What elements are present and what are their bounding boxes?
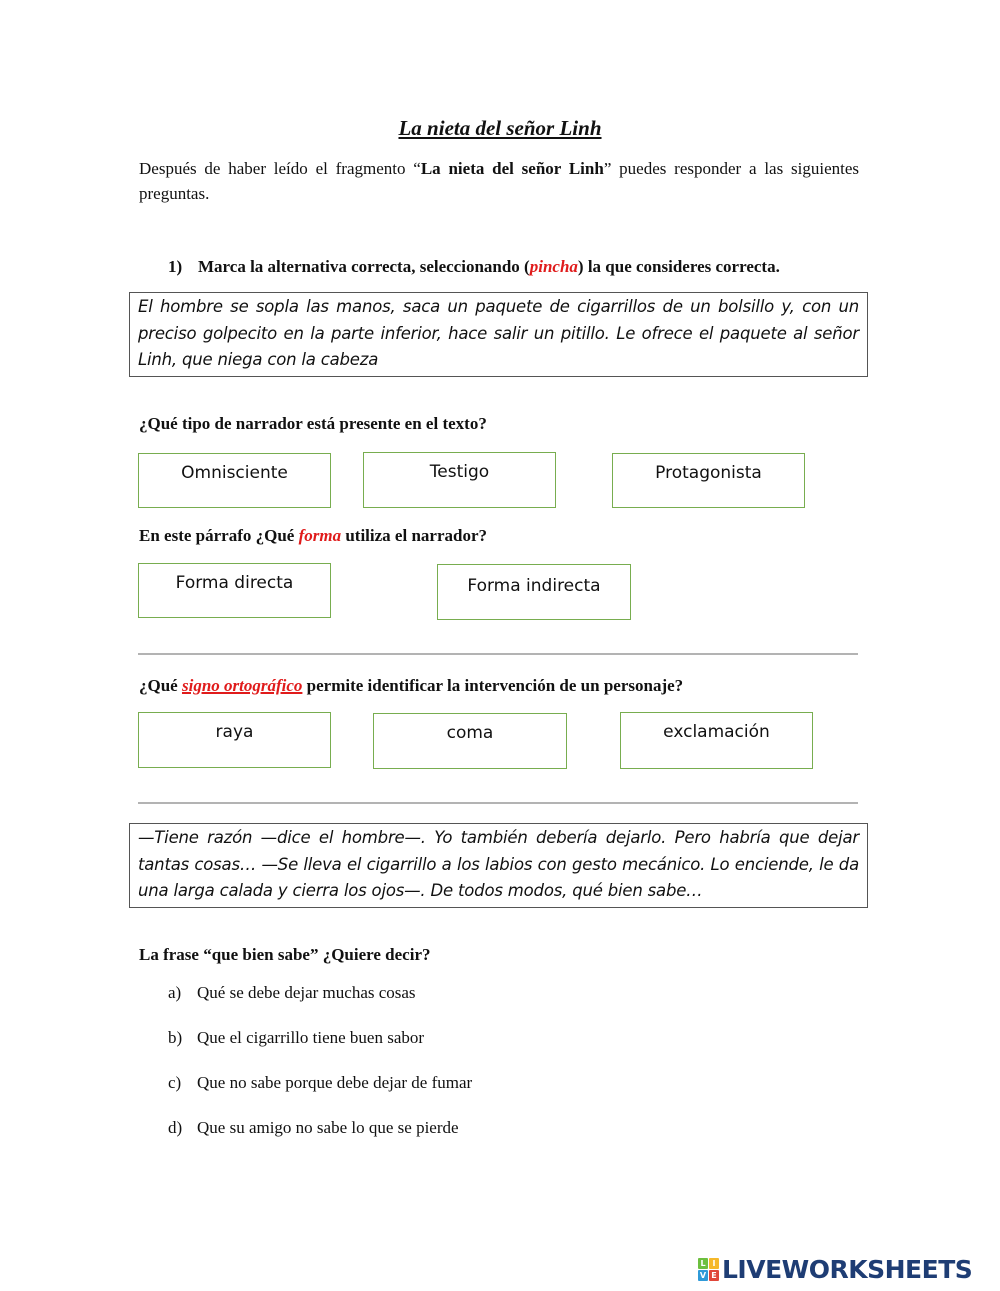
logo-block-l: L	[698, 1258, 708, 1269]
logo-block-v: V	[699, 1270, 707, 1280]
choice-a[interactable]	[168, 983, 416, 1003]
logo-block-i: I	[709, 1258, 719, 1269]
option-coma[interactable]: coma	[373, 713, 567, 769]
question-text-before: ¿Qué	[139, 676, 182, 695]
question-text-after: utiliza el narrador?	[341, 526, 487, 545]
option-protagonista[interactable]: Protagonista	[612, 453, 805, 508]
live-blocks-icon	[698, 1258, 719, 1281]
option-raya[interactable]: raya	[138, 712, 331, 768]
choice-letter: d)	[168, 1118, 183, 1137]
choice-d[interactable]	[168, 1118, 459, 1138]
logo-block-e: E	[709, 1270, 719, 1281]
intro-text-after: ” puedes responder a las siguientes preguntas.	[139, 159, 859, 203]
section-number: 1)	[168, 257, 183, 276]
passage-box-2: —Tiene razón —dice el hombre—. Yo también debería dejarlo. Pero habría que dejar tantas cosas… —Se lleva el cigarrillo a los labios con gesto mecánico. Lo enciende, le da una larga calada y cierra los ojos—. De todos modos, qué bien sabe…	[129, 823, 868, 908]
passage-box-1: El hombre se sopla las manos, saca un paquete de cigarrillos de un bolsillo y, con un preciso golpecito en la parte inferior, hace salir un pitillo. Le ofrece el paquete al señor Linh, que niega con la cabeza	[129, 292, 868, 377]
question-phrase-meaning: La frase “que bien sabe” ¿Quiere decir?	[139, 945, 431, 964]
option-testigo[interactable]: Testigo	[363, 452, 556, 508]
choice-text: Que no sabe porque debe dejar de fumar	[197, 1073, 473, 1092]
choice-text: Que su amigo no sabe lo que se pierde	[197, 1118, 459, 1137]
question-narrator-type: ¿Qué tipo de narrador está presente en el texto?	[139, 414, 487, 433]
intro-text-before: Después de haber leído el fragmento “	[139, 159, 421, 178]
choice-text: Que el cigarrillo tiene buen sabor	[197, 1028, 425, 1047]
question-text-after: permite identificar la intervención de un personaje?	[302, 676, 684, 695]
intro-text-bold: La nieta del señor Linh	[420, 159, 604, 178]
intro-paragraph	[139, 156, 859, 206]
logo-wordmark: LIVEWORKSHEETS	[722, 1254, 973, 1284]
instruction-highlight: pincha	[529, 257, 578, 276]
question-narrator-form	[139, 526, 487, 546]
divider	[138, 653, 858, 655]
option-forma-indirecta[interactable]: Forma indirecta	[437, 564, 631, 620]
worksheet-title: La nieta del señor Linh	[398, 116, 602, 140]
question-highlight: signo ortográfico	[181, 676, 303, 695]
question-punctuation-sign	[139, 676, 683, 696]
instruction-after: ) la que consideres correcta.	[577, 257, 780, 276]
divider	[138, 802, 858, 804]
choice-letter: b)	[168, 1028, 183, 1047]
section1-instruction	[168, 257, 780, 277]
option-exclamacion[interactable]: exclamación	[620, 712, 813, 769]
choice-letter: a)	[168, 983, 182, 1002]
option-forma-directa[interactable]: Forma directa	[138, 563, 331, 618]
choice-text: Qué se debe dejar muchas cosas	[197, 983, 416, 1002]
option-omnisciente[interactable]: Omnisciente	[138, 453, 331, 508]
choice-c[interactable]	[168, 1073, 472, 1093]
question-text-before: En este párrafo ¿Qué	[139, 526, 299, 545]
question-highlight: forma	[298, 526, 342, 545]
choice-b[interactable]	[168, 1028, 424, 1048]
liveworksheets-logo	[698, 1254, 972, 1284]
choice-letter: c)	[168, 1073, 182, 1092]
instruction-before: Marca la alternativa correcta, seleccionando (	[198, 257, 530, 276]
